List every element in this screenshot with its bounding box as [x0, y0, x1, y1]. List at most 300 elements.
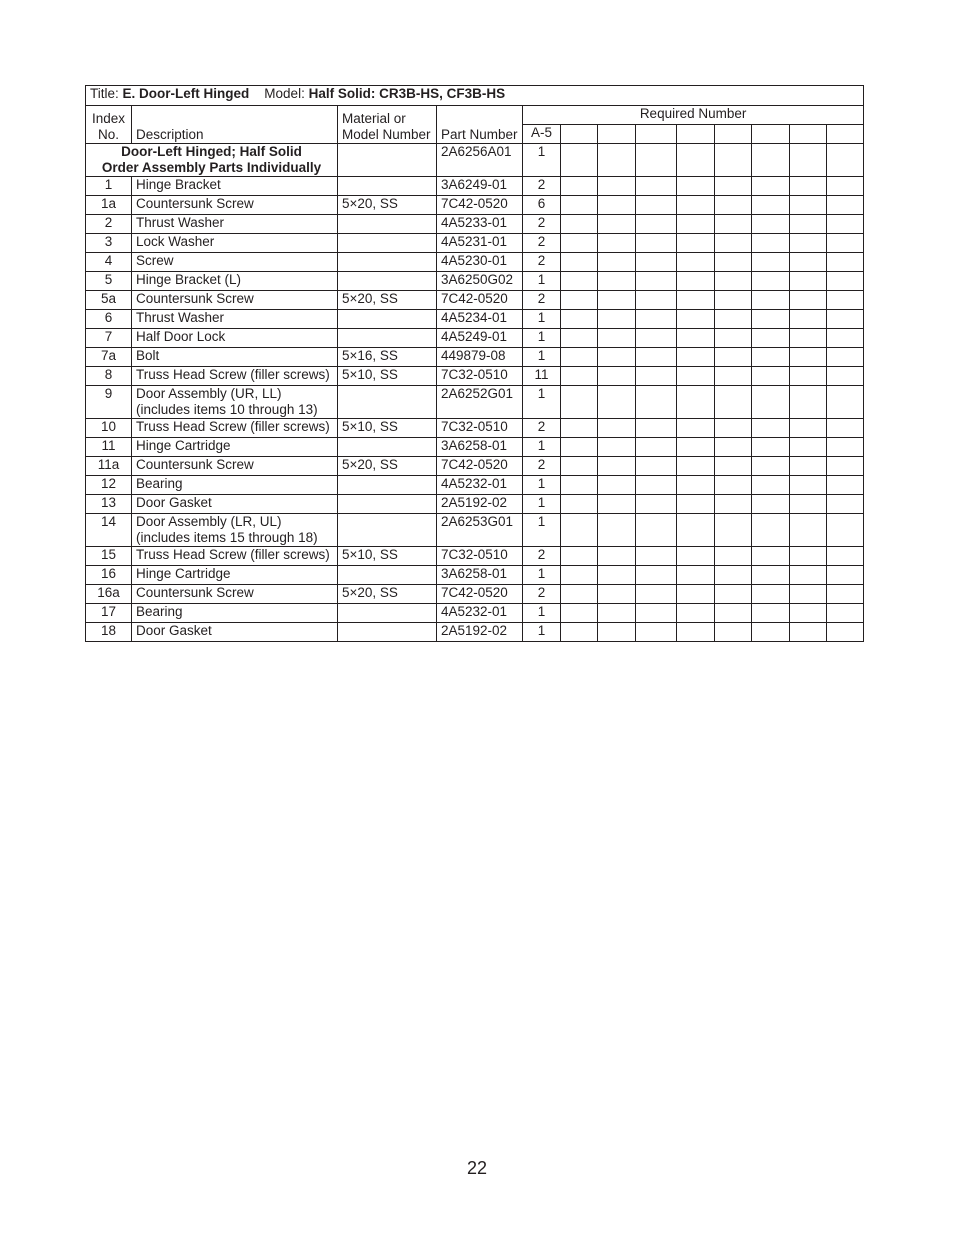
material-cell: 5×16, SS — [338, 348, 437, 367]
description-text: Bearing — [136, 476, 183, 491]
part-number-cell: 4A5233-01 — [437, 215, 523, 234]
description-cell — [132, 386, 338, 419]
empty-cell — [790, 476, 827, 495]
empty-cell — [752, 604, 790, 623]
table-row — [86, 367, 864, 386]
header-index — [86, 106, 132, 144]
empty-cell — [827, 585, 864, 604]
part-number-cell: 2A6252G01 — [437, 386, 523, 419]
part-number-cell: 4A5232-01 — [437, 604, 523, 623]
empty-cell — [598, 623, 636, 642]
empty-cell — [827, 438, 864, 457]
empty-cell — [790, 604, 827, 623]
header-required-number: Required Number — [523, 106, 864, 125]
empty-cell — [677, 329, 715, 348]
empty-cell — [598, 566, 636, 585]
description-subtext: (includes items 10 through 13) — [136, 402, 318, 417]
table-row — [86, 253, 864, 272]
description-text: Thrust Washer — [136, 310, 225, 325]
index-cell: 17 — [86, 604, 132, 623]
empty-cell — [598, 457, 636, 476]
empty-cell — [598, 386, 636, 419]
empty-cell — [636, 566, 677, 585]
empty-cell — [677, 310, 715, 329]
empty-cell — [790, 253, 827, 272]
qty-cell: 2 — [523, 177, 561, 196]
qty-cell: 1 — [523, 438, 561, 457]
material-cell: 5×20, SS — [338, 585, 437, 604]
empty-cell — [790, 291, 827, 310]
index-cell: 5a — [86, 291, 132, 310]
empty-cell — [636, 457, 677, 476]
index-cell: 13 — [86, 495, 132, 514]
empty-cell — [715, 514, 752, 547]
empty-cell — [752, 495, 790, 514]
empty-cell — [561, 234, 598, 253]
header-material — [338, 106, 437, 144]
description-cell — [132, 547, 338, 566]
empty-cell — [561, 514, 598, 547]
part-number-cell: 3A6249-01 — [437, 177, 523, 196]
description-cell — [132, 348, 338, 367]
part-number-cell: 4A5231-01 — [437, 234, 523, 253]
part-number-cell: 7C42-0520 — [437, 196, 523, 215]
empty-cell — [752, 272, 790, 291]
index-cell: 11a — [86, 457, 132, 476]
empty-cell — [598, 272, 636, 291]
part-number-cell: 3A6250G02 — [437, 272, 523, 291]
empty-cell — [790, 495, 827, 514]
qty-cell: 1 — [523, 476, 561, 495]
empty-cell — [715, 457, 752, 476]
empty-cell — [752, 386, 790, 419]
empty-cell — [636, 547, 677, 566]
description-cell — [132, 457, 338, 476]
header-model-col — [636, 125, 677, 144]
empty-cell — [598, 419, 636, 438]
empty-cell — [677, 438, 715, 457]
table-body — [86, 86, 864, 642]
table-row — [86, 234, 864, 253]
qty-cell: 1 — [523, 310, 561, 329]
index-cell: 6 — [86, 310, 132, 329]
empty-cell — [636, 310, 677, 329]
empty-cell — [827, 253, 864, 272]
empty-cell — [715, 253, 752, 272]
qty-cell: 2 — [523, 291, 561, 310]
empty-cell — [677, 177, 715, 196]
description-text: Door Gasket — [136, 623, 212, 638]
empty-cell — [827, 272, 864, 291]
empty-cell — [636, 291, 677, 310]
empty-cell — [752, 367, 790, 386]
empty-cell — [561, 177, 598, 196]
empty-cell — [827, 386, 864, 419]
material-cell: 5×10, SS — [338, 367, 437, 386]
assembly-line1: Door-Left Hinged; Half Solid — [121, 144, 302, 159]
empty-cell — [561, 547, 598, 566]
empty-cell — [752, 457, 790, 476]
empty-cell — [752, 215, 790, 234]
material-cell — [338, 514, 437, 547]
description-cell — [132, 329, 338, 348]
empty-cell — [598, 438, 636, 457]
part-number-cell: 7C32-0510 — [437, 419, 523, 438]
description-cell — [132, 196, 338, 215]
empty-cell — [715, 272, 752, 291]
empty-cell — [827, 604, 864, 623]
description-text: Screw — [136, 253, 174, 268]
empty-cell — [561, 585, 598, 604]
empty-cell — [790, 367, 827, 386]
description-text: Bolt — [136, 348, 160, 363]
index-cell: 12 — [86, 476, 132, 495]
empty-cell — [790, 272, 827, 291]
empty-cell — [827, 495, 864, 514]
table-row — [86, 457, 864, 476]
part-number-cell: 7C32-0510 — [437, 367, 523, 386]
empty-cell — [598, 585, 636, 604]
header-model-col — [561, 125, 598, 144]
table-row — [86, 547, 864, 566]
empty-cell — [752, 438, 790, 457]
empty-cell — [598, 604, 636, 623]
qty-cell: 1 — [523, 566, 561, 585]
description-text: Door Gasket — [136, 495, 212, 510]
empty-cell — [827, 457, 864, 476]
description-text: Hinge Bracket — [136, 177, 221, 192]
part-number-cell: 4A5249-01 — [437, 329, 523, 348]
empty-cell — [636, 215, 677, 234]
index-cell: 15 — [86, 547, 132, 566]
material-cell — [338, 253, 437, 272]
qty-cell: 1 — [523, 604, 561, 623]
description-text: Half Door Lock — [136, 329, 226, 344]
description-cell — [132, 367, 338, 386]
empty-cell — [715, 177, 752, 196]
description-text: Door Assembly (UR, LL) — [136, 386, 282, 401]
table-row — [86, 419, 864, 438]
material-cell: 5×20, SS — [338, 457, 437, 476]
index-cell: 5 — [86, 272, 132, 291]
empty-cell — [715, 495, 752, 514]
material-cell — [338, 604, 437, 623]
empty-cell — [752, 329, 790, 348]
empty-cell — [827, 234, 864, 253]
empty-cell — [636, 604, 677, 623]
empty-cell — [598, 253, 636, 272]
table-row — [86, 196, 864, 215]
empty-cell — [561, 144, 598, 177]
empty-cell — [636, 234, 677, 253]
empty-cell — [752, 547, 790, 566]
material-cell — [338, 310, 437, 329]
description-text: Hinge Cartridge — [136, 438, 231, 453]
qty-cell: 1 — [523, 329, 561, 348]
empty-cell — [790, 215, 827, 234]
description-cell — [132, 215, 338, 234]
table-row — [86, 310, 864, 329]
empty-cell — [827, 367, 864, 386]
description-cell — [132, 419, 338, 438]
empty-cell — [561, 310, 598, 329]
table-row — [86, 585, 864, 604]
description-text: Bearing — [136, 604, 183, 619]
empty-cell — [677, 234, 715, 253]
empty-cell — [561, 253, 598, 272]
material-cell: 5×10, SS — [338, 419, 437, 438]
empty-cell — [715, 604, 752, 623]
material-cell — [338, 272, 437, 291]
empty-cell — [715, 234, 752, 253]
empty-cell — [827, 291, 864, 310]
description-cell — [132, 272, 338, 291]
empty-cell — [790, 438, 827, 457]
empty-cell — [715, 623, 752, 642]
material-cell — [338, 234, 437, 253]
empty-cell — [598, 310, 636, 329]
description-text: Countersunk Screw — [136, 585, 254, 600]
empty-cell — [790, 547, 827, 566]
empty-cell — [598, 495, 636, 514]
empty-cell — [790, 585, 827, 604]
part-number-cell: 2A5192-02 — [437, 623, 523, 642]
header-description: Description — [132, 106, 338, 144]
header-model-col — [715, 125, 752, 144]
material-cell — [338, 623, 437, 642]
header-model-col — [677, 125, 715, 144]
header-model-col — [790, 125, 827, 144]
empty-cell — [677, 514, 715, 547]
material-cell — [338, 566, 437, 585]
empty-cell — [752, 514, 790, 547]
description-cell — [132, 585, 338, 604]
part-number-cell: 2A5192-02 — [437, 495, 523, 514]
empty-cell — [561, 196, 598, 215]
empty-cell — [636, 253, 677, 272]
table-row — [86, 514, 864, 547]
header-part-number: Part Number — [437, 106, 523, 144]
index-cell: 1a — [86, 196, 132, 215]
description-text: Thrust Washer — [136, 215, 225, 230]
empty-cell — [790, 310, 827, 329]
empty-cell — [677, 495, 715, 514]
empty-cell — [561, 291, 598, 310]
empty-cell — [677, 196, 715, 215]
material-cell — [338, 438, 437, 457]
empty-cell — [752, 144, 790, 177]
table-row — [86, 604, 864, 623]
empty-cell — [715, 367, 752, 386]
empty-cell — [790, 234, 827, 253]
index-cell: 14 — [86, 514, 132, 547]
empty-cell — [715, 144, 752, 177]
index-cell: 10 — [86, 419, 132, 438]
empty-cell — [561, 623, 598, 642]
empty-cell — [636, 438, 677, 457]
qty-cell: 1 — [523, 495, 561, 514]
empty-cell — [715, 476, 752, 495]
empty-cell — [827, 547, 864, 566]
empty-cell — [715, 419, 752, 438]
header-material-line1: Material or — [342, 111, 406, 126]
empty-cell — [636, 196, 677, 215]
index-cell: 3 — [86, 234, 132, 253]
description-cell — [132, 514, 338, 547]
part-number-cell: 7C42-0520 — [437, 585, 523, 604]
table-row — [86, 329, 864, 348]
title-row — [86, 86, 864, 106]
table-row — [86, 386, 864, 419]
qty-cell: 1 — [523, 623, 561, 642]
part-number-cell: 7C42-0520 — [437, 291, 523, 310]
empty-cell — [636, 329, 677, 348]
description-cell — [132, 291, 338, 310]
description-text: Door Assembly (LR, UL) — [136, 514, 282, 529]
empty-cell — [827, 348, 864, 367]
empty-cell — [752, 177, 790, 196]
empty-cell — [561, 438, 598, 457]
description-text: Truss Head Screw (filler screws) — [136, 419, 330, 434]
empty-cell — [752, 585, 790, 604]
header-row-1 — [86, 106, 864, 125]
empty-cell — [827, 215, 864, 234]
material-cell — [338, 386, 437, 419]
qty-cell: 2 — [523, 585, 561, 604]
empty-cell — [790, 566, 827, 585]
empty-cell — [752, 253, 790, 272]
qty-cell: 2 — [523, 457, 561, 476]
material-cell — [338, 476, 437, 495]
material-cell — [338, 177, 437, 196]
description-cell — [132, 234, 338, 253]
qty-cell: 2 — [523, 253, 561, 272]
index-cell: 4 — [86, 253, 132, 272]
empty-cell — [598, 144, 636, 177]
description-text: Truss Head Screw (filler screws) — [136, 547, 330, 562]
empty-cell — [636, 476, 677, 495]
index-cell: 18 — [86, 623, 132, 642]
empty-cell — [598, 196, 636, 215]
table-row — [86, 495, 864, 514]
index-cell: 7 — [86, 329, 132, 348]
part-number-cell: 7C32-0510 — [437, 547, 523, 566]
empty-cell — [790, 623, 827, 642]
empty-cell — [790, 514, 827, 547]
description-text: Lock Washer — [136, 234, 215, 249]
part-number-cell: 2A6253G01 — [437, 514, 523, 547]
qty-cell: 6 — [523, 196, 561, 215]
empty-cell — [752, 566, 790, 585]
description-cell — [132, 495, 338, 514]
empty-cell — [790, 419, 827, 438]
index-cell: 2 — [86, 215, 132, 234]
empty-cell — [715, 196, 752, 215]
qty-cell: 1 — [523, 514, 561, 547]
empty-cell — [561, 566, 598, 585]
index-cell: 1 — [86, 177, 132, 196]
part-number-cell: 3A6258-01 — [437, 438, 523, 457]
empty-cell — [677, 367, 715, 386]
empty-cell — [636, 514, 677, 547]
empty-cell — [561, 386, 598, 419]
description-cell — [132, 604, 338, 623]
empty-cell — [636, 272, 677, 291]
empty-cell — [715, 291, 752, 310]
assembly-qty: 1 — [523, 144, 561, 177]
assembly-row — [86, 144, 864, 177]
part-number-cell: 4A5230-01 — [437, 253, 523, 272]
empty-cell — [677, 144, 715, 177]
empty-cell — [790, 329, 827, 348]
page-number: 22 — [466, 1158, 488, 1178]
empty-cell — [561, 495, 598, 514]
empty-cell — [715, 566, 752, 585]
empty-cell — [636, 585, 677, 604]
empty-cell — [598, 215, 636, 234]
empty-cell — [598, 291, 636, 310]
empty-cell — [636, 419, 677, 438]
parts-table — [85, 85, 864, 642]
empty-cell — [636, 367, 677, 386]
empty-cell — [827, 566, 864, 585]
empty-cell — [790, 177, 827, 196]
empty-cell — [827, 514, 864, 547]
empty-cell — [598, 514, 636, 547]
qty-cell: 1 — [523, 272, 561, 291]
empty-cell — [677, 386, 715, 419]
title-text: E. Door-Left Hinged — [122, 86, 250, 101]
description-text: Hinge Bracket (L) — [136, 272, 242, 287]
empty-cell — [636, 386, 677, 419]
empty-cell — [598, 547, 636, 566]
empty-cell — [715, 215, 752, 234]
qty-cell: 1 — [523, 348, 561, 367]
empty-cell — [827, 177, 864, 196]
empty-cell — [561, 329, 598, 348]
empty-cell — [677, 253, 715, 272]
empty-cell — [561, 419, 598, 438]
empty-cell — [790, 386, 827, 419]
qty-cell: 2 — [523, 419, 561, 438]
empty-cell — [598, 367, 636, 386]
empty-cell — [677, 604, 715, 623]
table-row — [86, 348, 864, 367]
empty-cell — [677, 215, 715, 234]
empty-cell — [677, 476, 715, 495]
description-text: Countersunk Screw — [136, 291, 254, 306]
part-number-cell: 3A6258-01 — [437, 566, 523, 585]
title-prefix: Title: — [90, 86, 119, 101]
description-cell — [132, 476, 338, 495]
header-model-col — [827, 125, 864, 144]
description-cell — [132, 566, 338, 585]
model-prefix: Model: — [264, 86, 305, 101]
qty-cell: 1 — [523, 386, 561, 419]
empty-cell — [827, 623, 864, 642]
empty-cell — [827, 329, 864, 348]
empty-cell — [827, 310, 864, 329]
empty-cell — [561, 476, 598, 495]
description-cell — [132, 177, 338, 196]
index-cell: 9 — [86, 386, 132, 419]
empty-cell — [561, 215, 598, 234]
empty-cell — [827, 419, 864, 438]
index-cell: 16 — [86, 566, 132, 585]
empty-cell — [790, 348, 827, 367]
empty-cell — [715, 585, 752, 604]
material-cell: 5×20, SS — [338, 196, 437, 215]
